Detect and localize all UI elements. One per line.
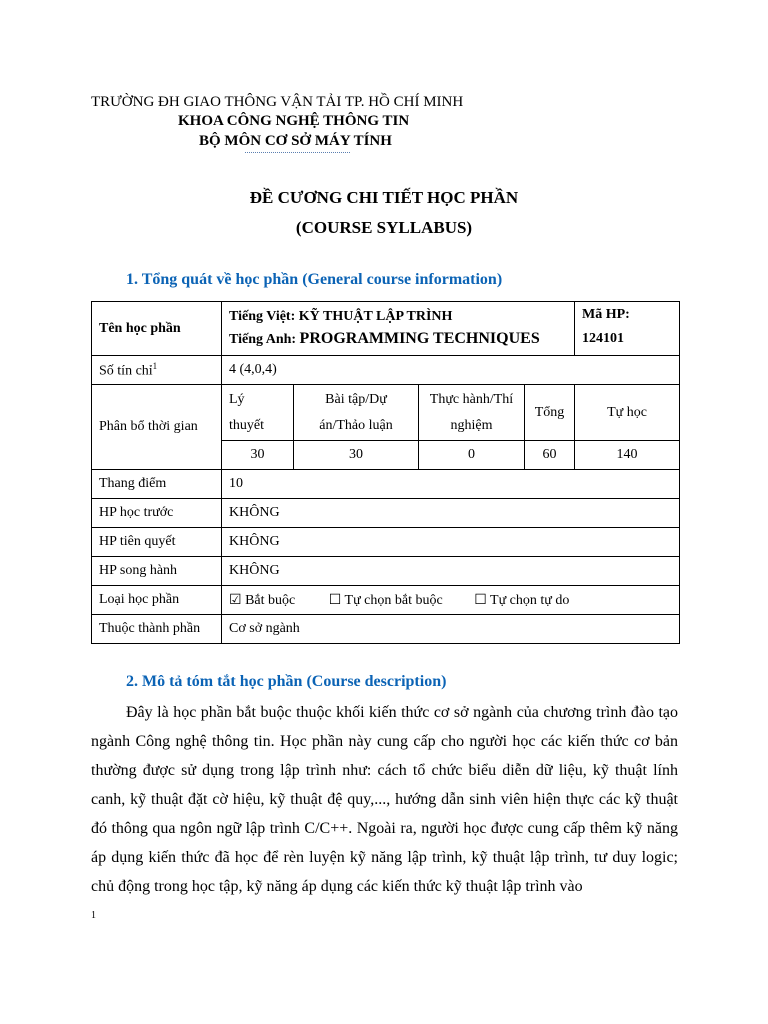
table-row <box>92 385 680 441</box>
course-type-options <box>222 586 680 615</box>
course-type-option-required <box>229 593 299 608</box>
credits-label: Số tín chỉ <box>99 363 153 379</box>
en-name-label: Tiếng Anh: <box>229 332 297 347</box>
vn-name-label: Tiếng Việt: <box>229 309 296 324</box>
course-code-label: Mã HP: <box>582 307 630 322</box>
self-study-header: Tự học <box>575 385 680 441</box>
grading-label: Thang điểm <box>92 470 222 499</box>
table-row <box>92 586 680 615</box>
credits-footnote-marker: 1 <box>152 360 158 371</box>
practice-header <box>419 385 525 441</box>
table-row <box>92 615 680 644</box>
department-name: BỘ MÔN CƠ SỞ MÁY TÍNH <box>199 133 392 149</box>
theory-header <box>222 385 294 441</box>
grading-value: 10 <box>222 470 680 499</box>
belongs-to-label: Thuộc thành phần <box>92 615 222 644</box>
total-header: Tổng <box>525 385 575 441</box>
unchecked-box-icon: ☐ <box>328 592 342 608</box>
total-hours: 60 <box>525 441 575 470</box>
table-row <box>92 302 680 356</box>
course-name-cell <box>222 302 575 356</box>
course-info-table <box>91 301 680 644</box>
option-label: Bắt buộc <box>245 592 296 608</box>
credits-label-cell <box>92 356 222 385</box>
table-row <box>92 356 680 385</box>
exercise-header <box>294 385 419 441</box>
practice-header-line2: nghiệm <box>450 417 493 433</box>
header-underline <box>245 152 350 153</box>
self-study-hours: 140 <box>575 441 680 470</box>
course-name-label <box>92 302 222 356</box>
belongs-to-value: Cơ sở ngành <box>222 615 680 644</box>
document-subtitle: (COURSE SYLLABUS) <box>295 218 473 237</box>
theory-hours: 30 <box>222 441 294 470</box>
practice-header-line1: Thực hành/Thí <box>429 391 514 407</box>
course-description-paragraph: Đây là học phần bắt buộc thuộc khối kiến thức cơ sở ngành của chương trình đào tạo ngành Công nghệ thông tin. Học phần này cung cấp cho người học các kiến thức cơ bản thường được sử dụng trong lập trình như: cách tổ chức biểu diễn dữ liệu, kỹ thuật lính canh, kỹ thuật đặt cờ hiệu, kỹ thuật đệ quy,..., hướng dẫn sinh viên hiện thực các kỹ thuật đó thông qua ngôn ngữ lập trình C/C++. Ngoài ra, người học được cung cấp thêm kỹ năng áp dụng kiến thức đã học để rèn luyện kỹ năng lập trình, kỹ thuật lập trình, tư duy logic; chủ động trong học tập, kỹ năng áp dụng các kiến thức kỹ thuật lập trình vào <box>91 704 678 895</box>
option-label: Tự chọn bắt buộc <box>344 592 443 608</box>
practice-hours: 0 <box>419 441 525 470</box>
prerequisite-label: HP tiên quyết <box>92 528 222 557</box>
prior-course-value: KHÔNG <box>222 499 680 528</box>
checked-box-icon: ☑ <box>229 592 242 608</box>
theory-header-line1: Lý <box>229 391 245 407</box>
section2-heading: 2. Mô tả tóm tắt học phần (Course description) <box>126 673 447 690</box>
theory-header-line2: thuyết <box>229 417 264 433</box>
university-name: TRƯỜNG ĐH GIAO THÔNG VẬN TẢI TP. HỒ CHÍ MINH <box>91 94 464 110</box>
prior-course-label: HP học trước <box>92 499 222 528</box>
parallel-course-value: KHÔNG <box>222 557 680 586</box>
course-type-option-free-elective <box>474 593 569 608</box>
course-code-cell <box>575 302 680 356</box>
parallel-course-label: HP song hành <box>92 557 222 586</box>
vn-name: KỸ THUẬT LẬP TRÌNH <box>298 309 453 324</box>
document-title: ĐỀ CƯƠNG CHI TIẾT HỌC PHẦN <box>249 188 519 207</box>
faculty-name: KHOA CÔNG NGHỆ THÔNG TIN <box>178 113 410 129</box>
exercise-header-line2: án/Thảo luận <box>319 417 393 433</box>
table-row <box>92 499 680 528</box>
en-name: PROGRAMMING TECHNIQUES <box>299 330 540 347</box>
section1-heading: 1. Tổng quát về học phần (General course information) <box>126 271 503 288</box>
footnote-marker: 1 <box>91 910 96 921</box>
option-label: Tự chọn tự do <box>490 592 570 608</box>
exercise-header-line1: Bài tập/Dự <box>325 391 387 407</box>
time-allocation-label: Phân bổ thời gian <box>92 385 222 470</box>
exercise-hours: 30 <box>294 441 419 470</box>
course-code: 124101 <box>582 331 625 346</box>
table-row <box>92 528 680 557</box>
table-row <box>92 557 680 586</box>
course-name-label-text: Tên học phần <box>99 320 181 336</box>
credits-value: 4 (4,0,4) <box>222 356 680 385</box>
course-type-option-elective-required <box>329 593 446 608</box>
prerequisite-value: KHÔNG <box>222 528 680 557</box>
table-row <box>92 470 680 499</box>
unchecked-box-icon: ☐ <box>474 592 487 608</box>
course-type-label: Loại học phần <box>92 586 222 615</box>
